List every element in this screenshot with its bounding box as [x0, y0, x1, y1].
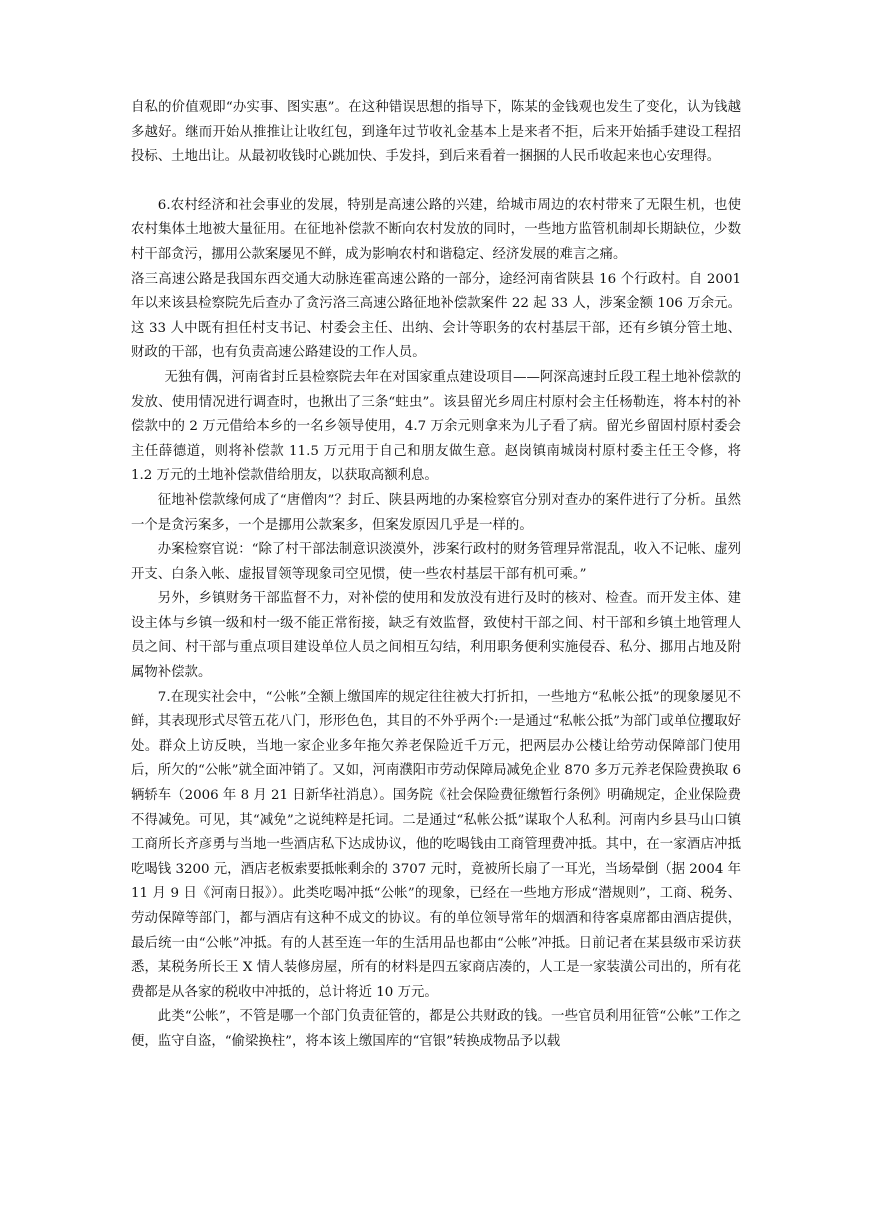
paragraph-5: 征地补偿款缘何成了“唐僧肉”？封丘、陕县两地的办案检察官分别对查办的案件进行了分析。虽然一个是贪污案多，一个是挪用公款案多，但案发原因几乎是一样的。	[131, 492, 741, 533]
paragraph-8: 7.在现实社会中，“公帐”全额上缴国库的规定往往被大打折扣，一些地方“私帐公抵”的现象屡见不鲜，其表现形式尽管五花八门，形形色色，其目的不外乎两个:一是通过“私帐公抵”为部门或单位攫取好处。群众上访反映，当地一家企业多年拖欠养老保险近千万元，把两层办公楼让给劳动保障部门使用后，所欠的“公帐”就全面冲销了。又如，河南濮阳市劳动保障局减免企业 870 多万元养老保险费换取 6 辆轿车（2006 年 8 月 21 日新华社消息）。国务院《社会保险费征缴暂行条例》明确规定，企业保险费不得减免。可见，其“减免”之说纯粹是托词。二是通过“私帐公抵”谋取个人私利。河南内乡县马山口镇工商所长齐彦勇与当地一些酒店私下达成协议，他的吃喝钱由工商管理费冲抵。其中，在一家酒店冲抵吃喝钱 3200 元，酒店老板索要抵帐剩余的 3707 元时，竟被所长扇了一耳光，当场晕倒（据 2004 年 11 月 9 日《河南日报》）。此类吃喝冲抵“公帐”的现象，已经在一些地方形成“潜规则”，工商、税务、劳动保障等部门，都与酒店有这种不成文的协议。有的单位领导常年的烟酒和待客桌席都由酒店提供，最后统一由“公帐”冲抵。有的人甚至连一年的生活用品也都由“公帐”冲抵。日前记者在某县级市采访获悉，某税务所长王 X 情人装修房屋，所有的材料是四五家商店凑的，人工是一家装潢公司出的，所有花费都是从各家的税收中冲抵的，总计将近 10 万元。	[131, 689, 741, 1000]
document-body	[131, 96, 741, 1055]
paragraph-4: 无独有偶，河南省封丘县检察院去年在对国家重点建设项目——阿深高速封丘段工程土地补偿款的发放、使用情况进行调查时，也揪出了三条“蛀虫”。该县留光乡周庄村原村会主任杨勒连，将本村的补偿款中的 2 万元借给本乡的一名乡领导使用，4.7 万余元则拿来为儿子看了病。留光乡留固村原村委会主任薛德道，则将补偿款 11.5 万元用于自己和朋友做生意。赵岗镇南城岗村原村委主任王令修，将 1.2 万元的土地补偿款借给朋友，以获取高额利息。	[131, 369, 741, 484]
paragraph-2: 6.农村经济和社会事业的发展，特别是高速公路的兴建，给城市周边的农村带来了无限生机，也使农村集体土地被大量征用。在征地补偿款不断向农村发放的同时，一些地方监管机制却长期缺位，少数村干部贪污，挪用公款案屡见不鲜，成为影响农村和谐稳定、经济发展的难言之痛。	[131, 197, 741, 262]
paragraph-6: 办案检察官说：“除了村干部法制意识淡漠外，涉案行政村的财务管理异常混乱，收入不记帐、虚列开支、白条入帐、虚报冒领等现象司空见惯，使一些农村基层干部有机可乘。”	[131, 542, 741, 582]
paragraph-gap	[131, 170, 741, 194]
paragraph-3: 洛三高速公路是我国东西交通大动脉连霍高速公路的一部分，途经河南省陕县 16 个行政村。自 2001 年以来该县检察院先后查办了贪污洛三高速公路征地补偿款案件 22 起 33 人，涉案金额 106 万余元。这 33 人中既有担任村支书记、村委会主任、出纳、会计等职务的农村基层干部，还有乡镇分管土地、财政的干部，也有负责高速公路建设的工作人员。	[131, 271, 741, 361]
paragraph-1: 自私的价值观即“办实事、图实惠”。在这种错误思想的指导下，陈某的金钱观也发生了变化，认为钱越多越好。继而开始从推推让让收红包，到逢年过节收礼金基本上是来者不拒，后来开始插手建设工程招投标、土地出让。从最初收钱时心跳加快、手发抖，到后来看着一捆捆的人民币收起来也心安理得。	[131, 100, 741, 165]
paragraph-9: 此类“公帐”，不管是哪一个部门负责征管的，都是公共财政的钱。一些官员利用征管“公帐”工作之便，监守自盗，“偷梁换柱”，将本该上缴国库的“官银”转换成物品予以载	[131, 1009, 741, 1049]
paragraph-7: 另外，乡镇财务干部监督不力，对补偿的使用和发放没有进行及时的核对、检查。而开发主体、建设主体与乡镇一级和村一级不能正常衔接，缺乏有效监督，致使村干部之间、村干部和乡镇土地管理人员之间、村干部与重点项目建设单位人员之间相互勾结，利用职务便利实施侵吞、私分、挪用占地及附属物补偿款。	[131, 591, 741, 681]
